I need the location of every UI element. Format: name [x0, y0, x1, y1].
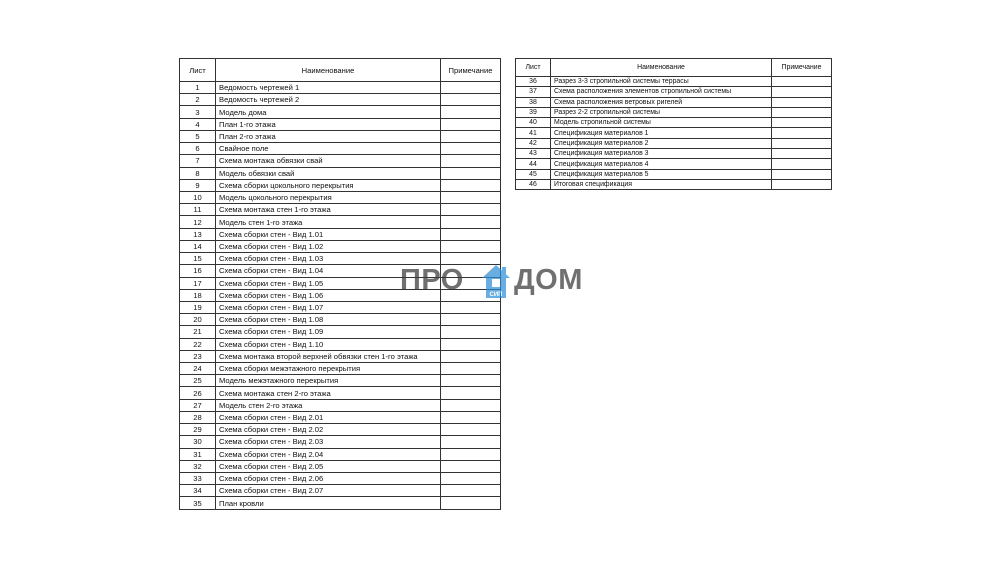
table-row	[516, 118, 832, 128]
table-row	[180, 436, 501, 448]
sheet-note-cell	[772, 138, 832, 148]
sheet-number-cell: 6	[180, 143, 216, 155]
sheet-name-cell: Итоговая спецификация	[551, 179, 772, 189]
sheet-name-cell: Схема сборки стен - Вид 2.01	[216, 411, 441, 423]
sheet-note-cell	[441, 216, 501, 228]
sheet-number-cell: 23	[180, 350, 216, 362]
sheet-name-cell: Модель стен 1-го этажа	[216, 216, 441, 228]
sheet-name-cell: Схема сборки стен - Вид 2.03	[216, 436, 441, 448]
sheet-name-cell: Схема расположения ветровых ригелей	[551, 97, 772, 107]
sheet-name-cell: Спецификация материалов 1	[551, 128, 772, 138]
sheet-number-cell: 44	[516, 159, 551, 169]
sheet-number-cell: 1	[180, 82, 216, 94]
sheet-name-cell: Свайное поле	[216, 143, 441, 155]
table-row	[516, 128, 832, 138]
table-row	[180, 375, 501, 387]
sheet-number-cell: 13	[180, 228, 216, 240]
sheet-name-cell: Схема сборки стен - Вид 2.06	[216, 473, 441, 485]
sheet-name-cell: Спецификация материалов 5	[551, 169, 772, 179]
sheet-note-cell	[441, 338, 501, 350]
sheet-name-cell: Схема сборки стен - Вид 1.07	[216, 301, 441, 313]
sheet-number-cell: 8	[180, 167, 216, 179]
sheet-note-cell	[441, 240, 501, 252]
table-row	[180, 314, 501, 326]
sheet-name-cell: Схема сборки стен - Вид 1.08	[216, 314, 441, 326]
sheet-number-cell: 2	[180, 94, 216, 106]
table-row	[180, 338, 501, 350]
sheet-number-cell: 15	[180, 253, 216, 265]
sheet-name-cell: Схема сборки стен - Вид 2.05	[216, 460, 441, 472]
sheet-number-cell: 20	[180, 314, 216, 326]
table-row	[180, 167, 501, 179]
table-row	[516, 77, 832, 87]
sheet-note-cell	[772, 77, 832, 87]
watermark-house-label: СИП	[489, 292, 503, 298]
sheet-name-cell: Схема монтажа стен 2-го этажа	[216, 387, 441, 399]
sheet-number-cell: 5	[180, 130, 216, 142]
table-row	[516, 138, 832, 148]
table-row	[180, 94, 501, 106]
sheet-note-cell	[772, 169, 832, 179]
sheet-name-cell: Схема сборки стен - Вид 2.02	[216, 424, 441, 436]
sheet-name-cell: Модель стропильной системы	[551, 118, 772, 128]
sheet-name-cell: Схема монтажа обвязки свай	[216, 155, 441, 167]
table-header-row	[180, 59, 501, 82]
table-row	[516, 107, 832, 117]
sheet-note-cell	[441, 155, 501, 167]
sheet-number-cell: 41	[516, 128, 551, 138]
sheet-number-cell: 40	[516, 118, 551, 128]
sheet-name-cell: Схема расположения элементов стропильной системы	[551, 87, 772, 97]
watermark-logo	[400, 262, 600, 302]
table-row	[180, 106, 501, 118]
table-row	[180, 497, 501, 509]
table-row	[180, 485, 501, 497]
table-row	[180, 411, 501, 423]
header-sheet: Лист	[180, 59, 216, 82]
sheet-note-cell	[441, 460, 501, 472]
sheet-note-cell	[441, 411, 501, 423]
sheet-note-cell	[772, 179, 832, 189]
sheet-number-cell: 29	[180, 424, 216, 436]
sheet-note-cell	[441, 191, 501, 203]
table-row	[516, 149, 832, 159]
sheet-note-cell	[441, 94, 501, 106]
sheet-note-cell	[441, 424, 501, 436]
sheet-number-cell: 14	[180, 240, 216, 252]
header-name: Наименование	[216, 59, 441, 82]
sheet-number-cell: 16	[180, 265, 216, 277]
table-row	[180, 240, 501, 252]
table-row	[180, 179, 501, 191]
sheet-note-cell	[772, 118, 832, 128]
sheet-number-cell: 25	[180, 375, 216, 387]
table-row	[180, 363, 501, 375]
sheet-note-cell	[441, 106, 501, 118]
table-row	[180, 399, 501, 411]
sheet-name-cell: Схема сборки стен - Вид 1.06	[216, 289, 441, 301]
table-row	[516, 179, 832, 189]
sheet-name-cell: Модель стен 2-го этажа	[216, 399, 441, 411]
sheet-name-cell: Схема сборки стен - Вид 1.03	[216, 253, 441, 265]
sheet-note-cell	[441, 448, 501, 460]
table-row	[180, 350, 501, 362]
table-row	[180, 326, 501, 338]
table-row	[180, 228, 501, 240]
sheet-note-cell	[441, 363, 501, 375]
sheet-number-cell: 38	[516, 97, 551, 107]
sheet-number-cell: 27	[180, 399, 216, 411]
sheet-number-cell: 7	[180, 155, 216, 167]
header-name: Наименование	[551, 59, 772, 77]
sheet-number-cell: 17	[180, 277, 216, 289]
sheet-name-cell: Схема монтажа второй верхней обвязки стен 1-го этажа	[216, 350, 441, 362]
sheet-name-cell: План кровли	[216, 497, 441, 509]
sheet-note-cell	[441, 326, 501, 338]
sheet-name-cell: Спецификация материалов 3	[551, 149, 772, 159]
sheet-note-cell	[441, 82, 501, 94]
sheet-note-cell	[772, 87, 832, 97]
sheet-number-cell: 33	[180, 473, 216, 485]
sheet-number-cell: 18	[180, 289, 216, 301]
sheet-note-cell	[772, 107, 832, 117]
sheet-name-cell: Схема сборки стен - Вид 2.04	[216, 448, 441, 460]
table-row	[516, 87, 832, 97]
sheet-number-cell: 9	[180, 179, 216, 191]
sheet-name-cell: Ведомость чертежей 1	[216, 82, 441, 94]
sheet-note-cell	[772, 97, 832, 107]
sheet-name-cell: Схема сборки стен - Вид 1.02	[216, 240, 441, 252]
sheet-number-cell: 42	[516, 138, 551, 148]
table-row	[180, 130, 501, 142]
sheet-number-cell: 39	[516, 107, 551, 117]
sheet-number-cell: 32	[180, 460, 216, 472]
sheet-name-cell: План 2-го этажа	[216, 130, 441, 142]
sheet-note-cell	[441, 143, 501, 155]
watermark-text-right: ДОМ	[514, 264, 583, 296]
sheet-number-cell: 24	[180, 363, 216, 375]
sheet-number-cell: 30	[180, 436, 216, 448]
sheet-note-cell	[441, 301, 501, 313]
sheet-note-cell	[441, 473, 501, 485]
sheet-note-cell	[441, 387, 501, 399]
header-sheet: Лист	[516, 59, 551, 77]
sheet-name-cell: План 1-го этажа	[216, 118, 441, 130]
table-row	[180, 473, 501, 485]
table-row	[180, 448, 501, 460]
table-row	[180, 118, 501, 130]
sheet-number-cell: 45	[516, 169, 551, 179]
sheet-note-cell	[441, 118, 501, 130]
sheet-number-cell: 12	[180, 216, 216, 228]
sheet-note-cell	[772, 128, 832, 138]
sheet-number-cell: 43	[516, 149, 551, 159]
table-row	[180, 143, 501, 155]
table-row	[516, 159, 832, 169]
drawing-list-table-right	[515, 58, 832, 190]
table-row	[180, 301, 501, 313]
sheet-name-cell: Схема сборки стен - Вид 1.05	[216, 277, 441, 289]
sheet-number-cell: 19	[180, 301, 216, 313]
table-row	[180, 424, 501, 436]
sheet-note-cell	[772, 159, 832, 169]
sheet-note-cell	[441, 130, 501, 142]
table-row	[180, 82, 501, 94]
sheet-name-cell: Схема монтажа стен 1-го этажа	[216, 204, 441, 216]
sheet-name-cell: Спецификация материалов 2	[551, 138, 772, 148]
sheet-name-cell: Схема сборки цокольного перекрытия	[216, 179, 441, 191]
sheet-number-cell: 4	[180, 118, 216, 130]
table-row	[516, 169, 832, 179]
sheet-number-cell: 37	[516, 87, 551, 97]
table-row	[180, 204, 501, 216]
sheet-note-cell	[441, 485, 501, 497]
sheet-number-cell: 26	[180, 387, 216, 399]
sheet-note-cell	[441, 204, 501, 216]
sheet-note-cell	[772, 149, 832, 159]
table-row	[516, 97, 832, 107]
sheet-name-cell: Схема сборки стен - Вид 1.10	[216, 338, 441, 350]
sheet-note-cell	[441, 350, 501, 362]
sheet-name-cell: Модель дома	[216, 106, 441, 118]
sheet-note-cell	[441, 399, 501, 411]
sheet-note-cell	[441, 497, 501, 509]
sheet-name-cell: Схема сборки стен - Вид 1.09	[216, 326, 441, 338]
sheet-name-cell: Спецификация материалов 4	[551, 159, 772, 169]
sheet-number-cell: 31	[180, 448, 216, 460]
sheet-note-cell	[441, 436, 501, 448]
sheet-name-cell: Модель цокольного перекрытия	[216, 191, 441, 203]
sheet-number-cell: 35	[180, 497, 216, 509]
sheet-number-cell: 22	[180, 338, 216, 350]
sheet-name-cell: Схема сборки межэтажного перекрытия	[216, 363, 441, 375]
sheet-number-cell: 10	[180, 191, 216, 203]
table-row	[180, 155, 501, 167]
sheet-number-cell: 28	[180, 411, 216, 423]
header-note: Примечание	[772, 59, 832, 77]
sheet-note-cell	[441, 375, 501, 387]
sheet-number-cell: 34	[180, 485, 216, 497]
table-row	[180, 460, 501, 472]
sheet-name-cell: Схема сборки стен - Вид 1.01	[216, 228, 441, 240]
table-row	[180, 216, 501, 228]
header-note: Примечание	[441, 59, 501, 82]
sheet-name-cell: Модель обвязки свай	[216, 167, 441, 179]
sheet-number-cell: 46	[516, 179, 551, 189]
watermark-text-left: ПРО	[400, 264, 464, 296]
sheet-note-cell	[441, 179, 501, 191]
sheet-name-cell: Схема сборки стен - Вид 2.07	[216, 485, 441, 497]
sheet-name-cell: Разрез 2-2 стропильной системы	[551, 107, 772, 117]
sheet-note-cell	[441, 167, 501, 179]
sheet-name-cell: Разрез 3-3 стропильной системы террасы	[551, 77, 772, 87]
table-row	[180, 387, 501, 399]
table-header-row	[516, 59, 832, 77]
sheet-number-cell: 21	[180, 326, 216, 338]
sheet-note-cell	[441, 228, 501, 240]
sheet-note-cell	[441, 314, 501, 326]
sheet-number-cell: 3	[180, 106, 216, 118]
sheet-number-cell: 11	[180, 204, 216, 216]
sheet-name-cell: Модель межэтажного перекрытия	[216, 375, 441, 387]
sheet-name-cell: Ведомость чертежей 2	[216, 94, 441, 106]
sheet-number-cell: 36	[516, 77, 551, 87]
sheet-name-cell: Схема сборки стен - Вид 1.04	[216, 265, 441, 277]
table-row	[180, 191, 501, 203]
